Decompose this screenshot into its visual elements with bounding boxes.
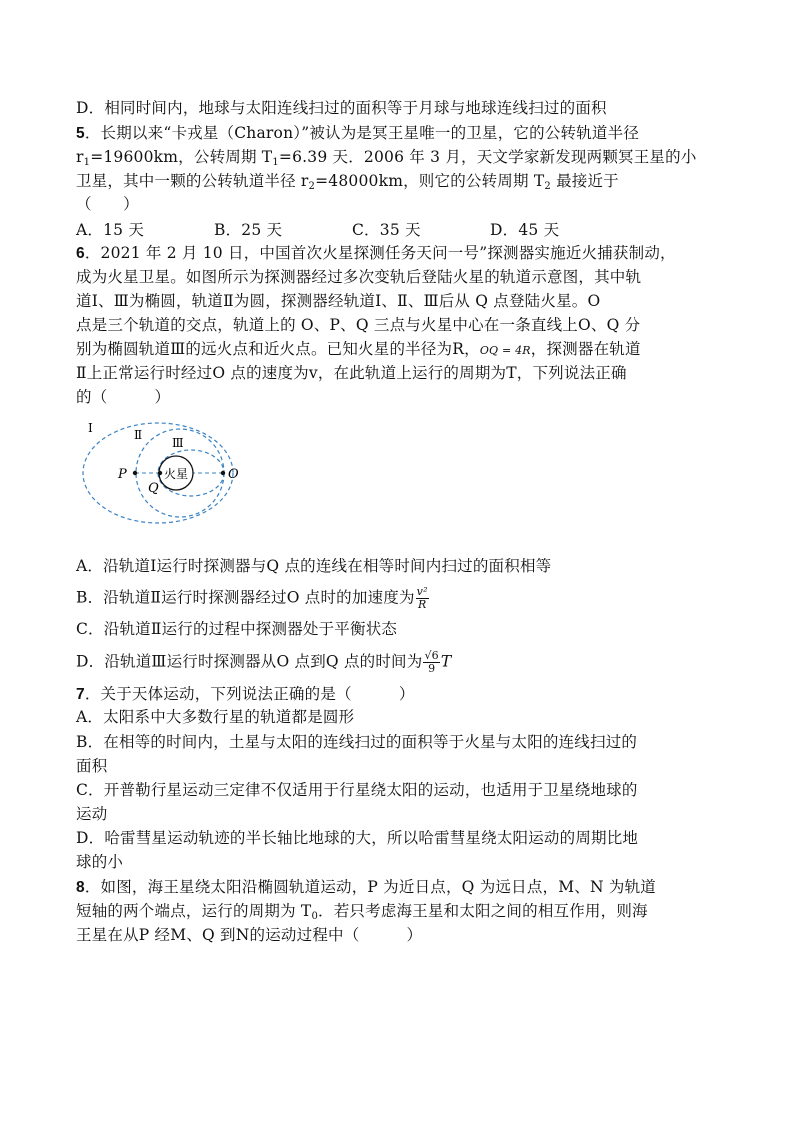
q7-option-d-line-2: 球的小 — [76, 853, 124, 871]
label-orbit-II: Ⅱ — [134, 428, 143, 442]
q7-stem: 7．关于天体运动，下列说法正确的是（ ） — [76, 685, 415, 703]
q6-option-c: C．沿轨道Ⅱ运行的过程中探测器处于平衡状态 — [76, 620, 398, 638]
orbit-diagram — [80, 420, 250, 530]
q5-option-b: B．25 天 — [214, 221, 283, 239]
q6-stem-line-2: 成为火星卫星。如图所示为探测器经过多次变轨后登陆火星的轨道示意图，其中轨 — [76, 268, 642, 286]
q5-stem-line-2: $r_1=19600km$，公转周期 $T_1=6.39$ 天．2006 年 3 月，天文学家新发现两颗冥王星的小 — [76, 148, 697, 168]
label-orbit-III: Ⅲ — [172, 436, 184, 450]
q8-number: 8 — [76, 879, 85, 896]
q5-option-c: C．35 天 — [352, 221, 421, 239]
q6-stem-line-3: 道Ⅰ、Ⅲ为椭圆，轨道Ⅱ为圆，探测器经轨道Ⅰ、Ⅱ、Ⅲ后从 Q 点登陆火星。O — [76, 292, 601, 310]
q5-option-a: A．15 天 — [76, 221, 145, 239]
q7-option-b-line-1: B．在相等的时间内，土星与太阳的连线扫过的面积等于火星与太阳的连线扫过的 — [76, 733, 638, 751]
q5-stem-line-1: 5．长期以来“卡戎星（Charon）”被认为是冥王星唯一的卫星，它的公转轨道半径 — [76, 124, 640, 142]
q4-option-d: D．相同时间内，地球与太阳连线扫过的面积等于月球与地球连线扫过的面积 — [76, 99, 607, 117]
oq-equation: OQ = 4R — [479, 344, 531, 357]
q7-option-c-line-2: 运动 — [76, 805, 108, 823]
q5-option-d: D．45 天 — [490, 221, 560, 239]
q8-stem-line-1: 8．如图，海王星绕太阳沿椭圆轨道运动，P 为近日点，Q 为远日点，M、N 为轨道 — [76, 878, 656, 896]
q6-number: 6 — [76, 245, 85, 262]
q7-number: 7 — [76, 686, 85, 703]
fraction-v2-over-R: $\frac{\text{v²}}{R}$ — [416, 585, 428, 611]
q6-option-b: B．沿轨道Ⅱ运行时探测器经过O 点时的加速度为 $\frac{\text{v²}}{R}$ — [76, 585, 428, 611]
q5-number: 5 — [76, 125, 85, 142]
fraction-sqrt6-over-9: $\frac{√6}{9}$ — [424, 649, 439, 675]
label-orbit-I: Ⅰ — [88, 421, 93, 435]
q8-stem-line-3: 王星在从P 经M、Q 到N的运动过程中（ ） — [76, 926, 423, 944]
point-Q — [158, 471, 162, 475]
q5-options — [76, 219, 716, 241]
q7-option-a: A．太阳系中大多数行星的轨道都是圆形 — [76, 708, 355, 726]
q5-answer-blank: （ ） — [76, 195, 139, 213]
q6-stem-line-6: Ⅱ上正常运行时经过O 点的速度为v，在此轨道上运行的周期为T，下列说法正确 — [76, 364, 627, 382]
q6-stem-line-5: 别为椭圆轨道Ⅲ的远火点和近火点。已知火星的半径为R，OQ = 4R，探测器在轨道 — [76, 340, 641, 358]
label-Q: Q — [148, 481, 159, 496]
q8-stem-line-2: 短轴的两个端点，运行的周期为 $T_0$．若只考虑海王星和太阳之间的相互作用，则海 — [76, 902, 648, 922]
label-P: P — [118, 467, 127, 482]
q7-option-b-line-2: 面积 — [76, 757, 108, 775]
q7-option-d-line-1: D．哈雷彗星运动轨迹的半长轴比地球的大，所以哈雷彗星绕太阳运动的周期比地 — [76, 829, 639, 847]
q5-stem-line-3: 卫星，其中一颗的公转轨道半径 $r_2=48000km$，则它的公转周期 $T_2$ 最接近于 — [76, 172, 619, 192]
q6-stem-line-7: 的（ ） — [76, 388, 171, 406]
q6-stem-line-1: 6．2021 年 2 月 10 日，中国首次火星探测任务天问一号”探测器实施近火捕获制动， — [76, 244, 676, 262]
q6-stem-line-4: 点是三个轨道的交点，轨道上的 O、P、Q 三点与火星中心在一条直线上O、Q 分 — [76, 316, 641, 334]
point-O — [221, 471, 225, 475]
mars-label: 火星 — [163, 467, 189, 481]
q7-option-c-line-1: C．开普勒行星运动三定律不仅适用于行星绕太阳的运动，也适用于卫星绕地球的 — [76, 781, 638, 799]
point-P — [133, 471, 137, 475]
q6-option-d: D．沿轨道Ⅲ运行时探测器从O 点到Q 点的时间为 $\frac{√6}{9}$ T — [76, 649, 452, 675]
q6-option-a: A．沿轨道Ⅰ运行时探测器与Q 点的连线在相等时间内扫过的面积相等 — [76, 557, 552, 575]
label-O: O — [228, 467, 239, 482]
